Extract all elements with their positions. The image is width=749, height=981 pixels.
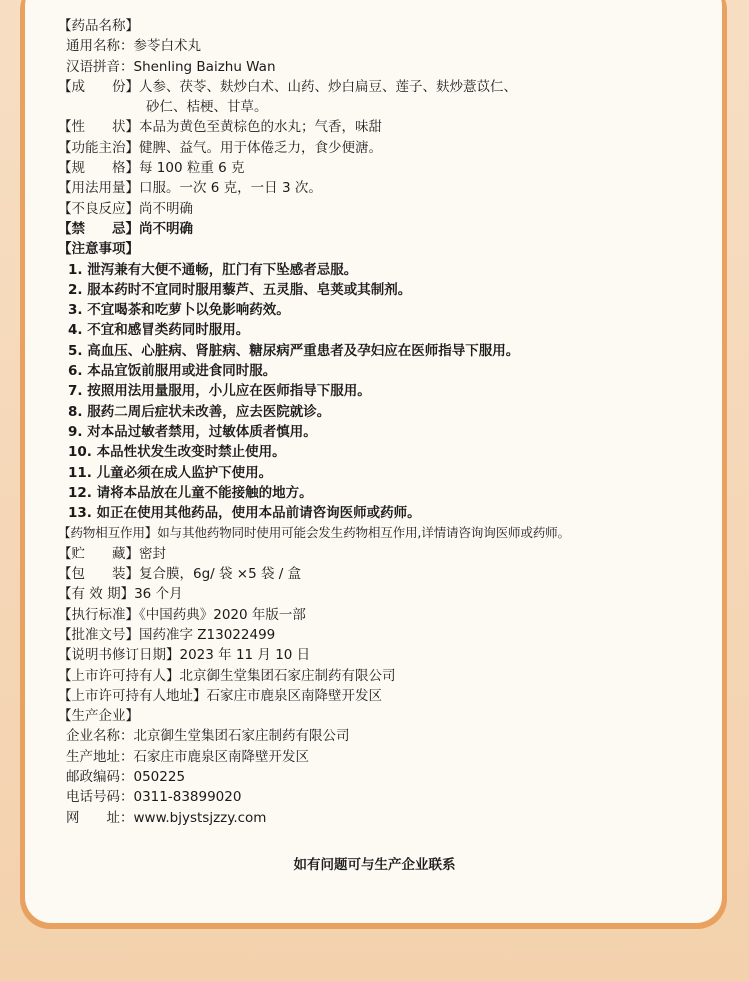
pinyin-value: Shenling Baizhu Wan [133, 58, 276, 75]
function-value: 健脾、益气。用于体倦乏力，食少便溏。 [139, 139, 382, 156]
holder-address-row: 【上市许可持有人地址】石家庄市鹿泉区南降壁开发区 [58, 687, 382, 704]
usage-row: 【用法用量】口服。一次 6 克，一日 3 次。 [58, 180, 322, 197]
postcode-row: 邮政编码：050225 [66, 768, 186, 785]
standard-row: 【执行标准】《中国药典》2020 年版一部 [58, 606, 306, 623]
adverse-value: 尚不明确 [139, 200, 193, 217]
note-item: 9. 对本品过敏者禁用，过敏体质者慎用。 [68, 423, 317, 440]
manufacturer-name-row: 企业名称：北京御生堂集团石家庄制药有限公司 [66, 728, 350, 745]
note-item: 8. 服药二周后症状未改善，应去医院就诊。 [68, 403, 331, 420]
validity-row: 【有 效 期】36 个月 [58, 586, 183, 603]
adverse-row: 【不良反应】尚不明确 [58, 200, 193, 217]
note-item: 4. 不宜和感冒类药同时服用。 [68, 322, 250, 339]
postcode-value: 050225 [133, 768, 186, 785]
usage-value: 口服。一次 6 克，一日 3 次。 [139, 180, 322, 197]
interaction-value: 如与其他药物同时使用可能会发生药物相互作用,详情请咨询询医师或药师。 [157, 525, 570, 541]
character-row: 【性 状】本品为黄色至黄棕色的水丸；气香，味甜 [58, 119, 382, 136]
spec-value: 每 100 粒重 6 克 [139, 160, 245, 177]
website-row: 网 址：www.bjystsjzzy.com [66, 809, 267, 826]
spec-row: 【规 格】每 100 粒重 6 克 [58, 160, 245, 177]
revision-row: 【说明书修订日期】2023 年 11 月 10 日 [58, 647, 311, 664]
revision-value: 2023 年 11 月 10 日 [179, 647, 311, 664]
note-item: 3. 不宜喝茶和吃萝卜以免影响药效。 [68, 302, 290, 319]
validity-value: 36 个月 [134, 586, 183, 603]
manufacturer-name-value: 北京御生堂集团石家庄制药有限公司 [133, 728, 350, 745]
interaction-row: 【药物相互作用】如与其他药物同时使用可能会发生药物相互作用,详情请咨询询医师或药师。 [58, 525, 570, 541]
holder-value: 北京御生堂集团石家庄制药有限公司 [179, 667, 396, 684]
contraindication-value: 尚不明确 [139, 220, 193, 237]
package-row: 【包 装】复合膜，6g/ 袋 ×5 袋 / 盒 [58, 566, 302, 583]
phone-row: 电话号码：0311-83899020 [66, 789, 242, 806]
approval-row: 【批准文号】国药准字 Z13022499 [58, 626, 276, 643]
note-item: 2. 服本药时不宜同时服用藜芦、五灵脂、皂荚或其制剂。 [68, 281, 412, 298]
precautions-header: 【注意事项】 [58, 241, 139, 258]
ingredients-row-cont: 砂仁、桔梗、甘草。 [146, 99, 268, 116]
approval-value: 国药准字 Z13022499 [139, 626, 276, 643]
contraindication-row: 【禁 忌】尚不明确 [58, 220, 193, 237]
manufacturer-header: 【生产企业】 [58, 708, 139, 725]
note-item: 10. 本品性状发生改变时禁止使用。 [68, 444, 286, 461]
function-row: 【功能主治】健脾、益气。用于体倦乏力，食少便溏。 [58, 139, 382, 156]
generic-name-value: 参苓白术丸 [133, 38, 201, 55]
package-value: 复合膜，6g/ 袋 ×5 袋 / 盒 [139, 566, 302, 583]
storage-value: 密封 [139, 545, 166, 562]
note-item: 5. 高血压、心脏病、肾脏病、糖尿病严重患者及孕妇应在医师指导下服用。 [68, 342, 520, 359]
manufacturer-address-value: 石家庄市鹿泉区南降壁开发区 [133, 748, 309, 765]
ingredients-row: 【成 份】人参、茯苓、麸炒白术、山药、炒白扁豆、莲子、麸炒薏苡仁、 [58, 78, 517, 95]
note-item: 13. 如正在使用其他药品，使用本品前请咨询医师或药师。 [68, 505, 421, 522]
ingredients-value: 人参、茯苓、麸炒白术、山药、炒白扁豆、莲子、麸炒薏苡仁、 [139, 78, 517, 95]
contact-footer: 如有问题可与生产企业联系 [293, 857, 456, 873]
phone-value: 0311-83899020 [133, 789, 242, 806]
pinyin-row: 汉语拼音：Shenling Baizhu Wan [66, 58, 276, 75]
note-item: 7. 按照用法用量服用，小儿应在医师指导下服用。 [68, 383, 371, 400]
manufacturer-address-row: 生产地址：石家庄市鹿泉区南降壁开发区 [66, 748, 309, 765]
holder-address-value: 石家庄市鹿泉区南降壁开发区 [206, 687, 382, 704]
standard-value: 《中国药典》2020 年版一部 [139, 606, 306, 623]
holder-row: 【上市许可持有人】北京御生堂集团石家庄制药有限公司 [58, 667, 396, 684]
generic-name-row: 通用名称：参苓白术丸 [66, 38, 201, 55]
instruction-content [58, 16, 698, 828]
character-value: 本品为黄色至黄棕色的水丸；气香，味甜 [139, 119, 382, 136]
note-item: 11. 儿童必须在成人监护下使用。 [68, 464, 273, 481]
note-item: 1. 泄泻兼有大便不通畅，肛门有下坠感者忌服。 [68, 261, 358, 278]
website-value: www.bjystsjzzy.com [133, 809, 267, 826]
note-item: 12. 请将本品放在儿童不能接触的地方。 [68, 484, 313, 501]
drug-name-header: 【药品名称】 [58, 18, 139, 34]
note-item: 6. 本品宜饭前服用或进食同时服。 [68, 363, 277, 380]
storage-row: 【贮 藏】密封 [58, 545, 166, 562]
